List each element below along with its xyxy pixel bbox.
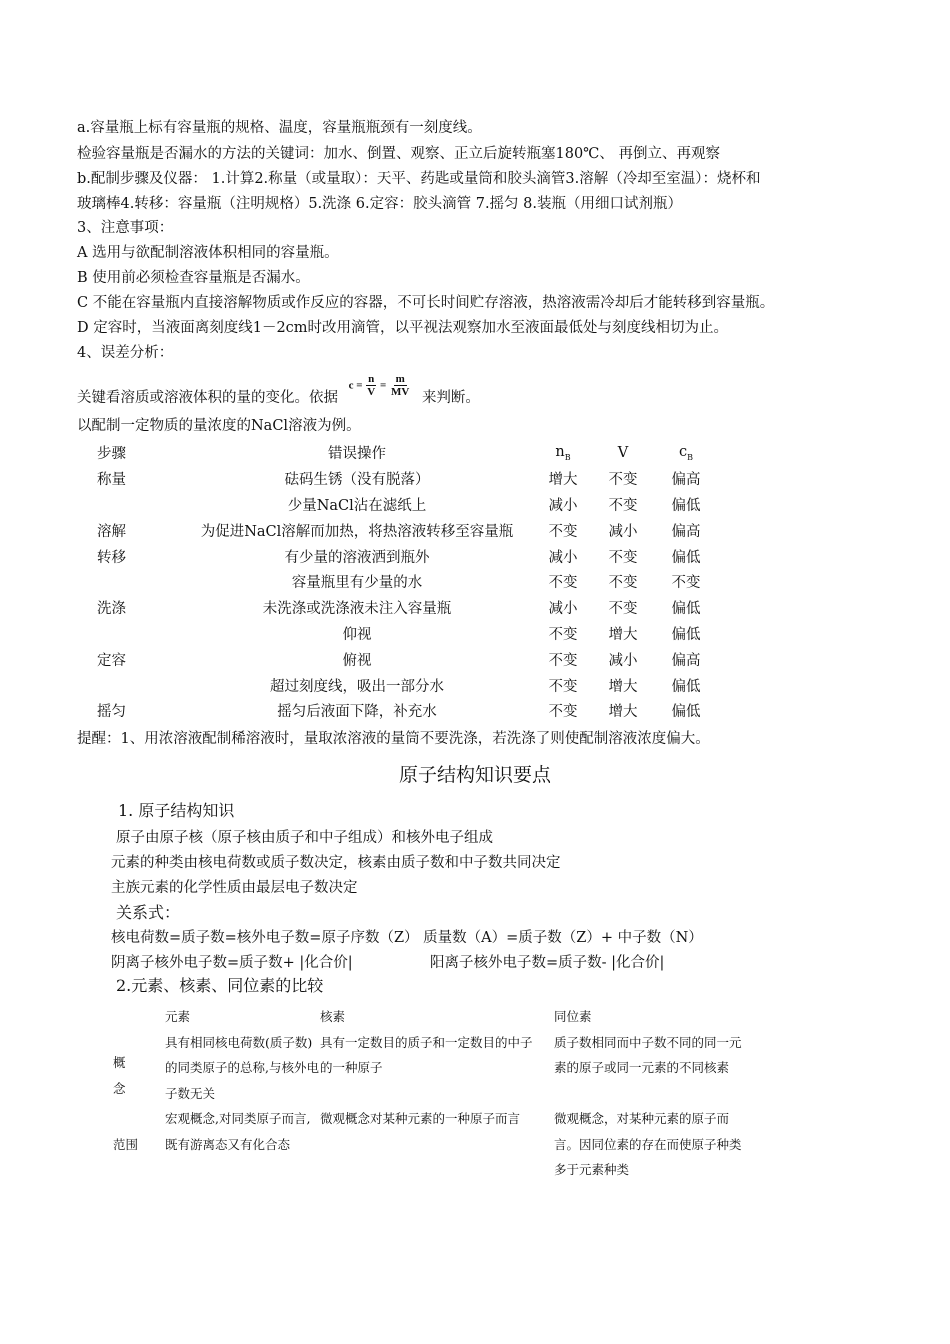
text-line: 以配制一定物质的量浓度的NaCl溶液为例。 bbox=[77, 418, 361, 434]
cell-operation: 为促进NaCl溶解而加热，将热溶液转移至容量瓶 bbox=[200, 523, 514, 540]
cell-isotope-scope: 微观概念，对某种元素的原子而言。因同位素的存在而使原子种类多于元素种类 bbox=[554, 1111, 742, 1177]
cell-c: 偏低 bbox=[671, 704, 701, 721]
cell-n: 增大 bbox=[548, 472, 578, 489]
cell-step: 洗涤 bbox=[97, 601, 126, 618]
row-label-scope: 范围 bbox=[113, 1136, 139, 1152]
text-line: C 不能在容量瓶内直接溶解物质或作反应的容器，不可长时间贮存溶液，热溶液需冷却后才能转移到容量瓶。 bbox=[77, 295, 775, 311]
cell-operation: 俯视 bbox=[342, 652, 372, 669]
formula-mv: MV bbox=[391, 386, 410, 398]
formula-m: m bbox=[395, 373, 405, 385]
cell-operation: 未洗涤或洗涤液未注入容量瓶 bbox=[262, 601, 452, 618]
text-line: a.容量瓶上标有容量瓶的规格、温度，容量瓶瓶颈有一刻度线。 bbox=[77, 120, 482, 136]
table-row bbox=[77, 672, 715, 698]
table-row bbox=[77, 569, 715, 595]
text-line: 原子由原子核（原子核由质子和中子组成）和核外电子组成 bbox=[116, 830, 493, 846]
cell-operation: 容量瓶里有少量的水 bbox=[291, 575, 423, 592]
table-row bbox=[113, 1106, 749, 1183]
cell-c: 偏低 bbox=[671, 497, 701, 514]
reminder-text: 提醒：1、用浓溶液配制稀溶液时，量取浓溶液的量筒不要洗涤，若洗涤了则使配制溶液浓度偏大。 bbox=[77, 731, 710, 747]
formula-v: V bbox=[367, 386, 376, 398]
cell-operation: 少量NaCl沾在滤纸上 bbox=[287, 497, 427, 514]
row-label-concept-2: 念 bbox=[113, 1080, 126, 1096]
cell-c: 偏高 bbox=[671, 652, 701, 669]
formula-eq: = bbox=[379, 379, 387, 392]
cell-n: 不变 bbox=[548, 652, 578, 669]
table-header-row bbox=[77, 440, 715, 466]
text-line: 主族元素的化学性质由最层电子数决定 bbox=[111, 880, 358, 896]
cell-step: 溶解 bbox=[97, 523, 126, 540]
header-n-sub: B bbox=[564, 452, 571, 462]
cell-step: 摇匀 bbox=[97, 704, 126, 721]
text-line: D 定容时，当液面离刻度线1－2cm时改用滴管，以平视法观察加水至液面最低处与刻度线相切为止。 bbox=[77, 320, 729, 336]
section-title: 原子结构知识要点 bbox=[398, 764, 551, 786]
fraction-m-over-mv bbox=[389, 374, 411, 398]
text-line: 4、误差分析： bbox=[77, 345, 174, 361]
text-line: 元素的种类由核电荷数或质子数决定，核素由质子数和中子数共同决定 bbox=[111, 855, 561, 871]
text-line: 核电荷数=质子数=核外电子数=原子序数（Z） 质量数（A）=质子数（Z）+ 中子数（N） bbox=[111, 930, 703, 946]
cell-n: 减小 bbox=[548, 601, 578, 618]
cell-step: 定容 bbox=[97, 652, 126, 669]
text-line: 玻璃棒4.转移：容量瓶（注明规格）5.洗涤 6.定容：胶头滴管 7.摇匀 8.装瓶（用细口试剂瓶） bbox=[77, 196, 682, 212]
table-row bbox=[77, 595, 715, 621]
formula-line-text: 关键看溶质或溶液体积的量的变化。依据 bbox=[77, 390, 338, 406]
cell-v: 减小 bbox=[608, 652, 638, 669]
cell-operation: 砝码生锈（没有脱落） bbox=[284, 472, 430, 489]
error-analysis-table bbox=[77, 440, 715, 724]
cell-step bbox=[77, 621, 177, 647]
header-c-symbol: c bbox=[678, 443, 688, 460]
text-line: 关系式： bbox=[116, 903, 181, 922]
formula-n: n bbox=[368, 373, 375, 385]
cell-operation: 有少量的溶液洒到瓶外 bbox=[284, 549, 430, 566]
cell-v: 减小 bbox=[608, 523, 638, 540]
cell-v: 增大 bbox=[608, 626, 638, 643]
header-element: 元素 bbox=[165, 1009, 191, 1024]
text-line: 阴离子核外电子数=质子数+ |化合价| bbox=[111, 955, 353, 971]
table-header-row bbox=[113, 1004, 749, 1030]
cell-v: 不变 bbox=[608, 575, 638, 592]
text-line: B 使用前必须检查容量瓶是否漏水。 bbox=[77, 270, 310, 286]
cell-n: 不变 bbox=[548, 523, 578, 540]
cell-c: 偏低 bbox=[671, 601, 701, 618]
header-v: V bbox=[617, 444, 629, 461]
cell-c: 不变 bbox=[671, 575, 701, 592]
table-row bbox=[77, 492, 715, 518]
cell-n: 不变 bbox=[548, 626, 578, 643]
header-n bbox=[537, 440, 589, 466]
table-row bbox=[77, 517, 715, 543]
header-nuclide: 核素 bbox=[320, 1009, 346, 1024]
header-blank bbox=[113, 1004, 165, 1030]
cell-element-scope: 宏观概念,对同类原子而言,既有游离态又有化合态 bbox=[165, 1111, 311, 1152]
cell-c: 偏低 bbox=[671, 549, 701, 566]
cell-n: 不变 bbox=[548, 704, 578, 721]
cell-v: 增大 bbox=[608, 704, 638, 721]
cell-c: 偏高 bbox=[671, 472, 701, 489]
fraction-n-over-v bbox=[365, 374, 377, 398]
header-operation: 错误操作 bbox=[328, 446, 386, 463]
text-line: 3、注意事项： bbox=[77, 220, 174, 236]
cell-n: 不变 bbox=[548, 575, 578, 592]
text-line: b.配制步骤及仪器： 1.计算2.称量（或量取）：天平、药匙或量筒和胶头滴管3.溶解（冷却至室温）：烧杯和 bbox=[77, 171, 761, 187]
header-c-sub: B bbox=[687, 452, 693, 462]
formula-c: c = bbox=[348, 379, 363, 392]
row-label-concept bbox=[113, 1030, 165, 1107]
table-row bbox=[77, 621, 715, 647]
table-row bbox=[77, 698, 715, 724]
subsection-heading: 1. 原子结构知识 bbox=[118, 801, 235, 820]
cell-n: 不变 bbox=[548, 678, 578, 695]
cell-step bbox=[77, 672, 177, 698]
header-step: 步骤 bbox=[97, 446, 126, 463]
cell-isotope-concept: 质子数相同而中子数不同的同一元素的原子或同一元素的不同核素 bbox=[554, 1034, 742, 1075]
table-row bbox=[77, 543, 715, 569]
cell-step: 转移 bbox=[97, 549, 126, 566]
cell-step bbox=[77, 569, 177, 595]
cell-operation: 仰视 bbox=[342, 626, 372, 643]
cell-nuclide-concept: 具有一定数目的质子和一定数目的中子的一种原子 bbox=[320, 1034, 533, 1075]
header-isotope: 同位素 bbox=[554, 1009, 592, 1024]
table-row bbox=[113, 1030, 749, 1107]
cell-c: 偏高 bbox=[671, 523, 701, 540]
header-n-symbol: n bbox=[555, 443, 565, 460]
cell-v: 不变 bbox=[608, 472, 638, 489]
cell-v: 不变 bbox=[608, 601, 638, 618]
formula-line bbox=[77, 373, 480, 410]
cell-operation: 超过刻度线，吸出一部分水 bbox=[270, 678, 444, 695]
cell-step bbox=[77, 492, 177, 518]
formula-line-end: 来判断。 bbox=[421, 390, 480, 406]
header-c bbox=[657, 440, 715, 466]
text-line: 检验容量瓶是否漏水的方法的关键词：加水、倒置、观察、正立后旋转瓶塞180℃、 再倒立、再观察 bbox=[77, 146, 721, 162]
cell-v: 不变 bbox=[608, 549, 638, 566]
table-row bbox=[77, 466, 715, 492]
table-row bbox=[77, 646, 715, 672]
cell-nuclide-scope: 微观概念对某种元素的一种原子而言 bbox=[320, 1111, 521, 1126]
cell-element-concept: 具有相同核电荷数(质子数)的同类原子的总称,与核外电子数无关 bbox=[165, 1034, 319, 1101]
cell-operation: 摇匀后液面下降，补充水 bbox=[277, 704, 437, 721]
comparison-table bbox=[113, 1004, 749, 1183]
cell-step: 称量 bbox=[97, 472, 126, 489]
row-label-concept-1: 概 bbox=[113, 1055, 126, 1071]
text-line: 阳离子核外电子数=质子数- |化合价| bbox=[430, 955, 665, 971]
subsection-heading: 2.元素、核素、同位素的比较 bbox=[116, 976, 324, 995]
cell-v: 增大 bbox=[608, 678, 638, 695]
cell-c: 偏低 bbox=[671, 678, 701, 695]
concentration-formula bbox=[349, 374, 412, 398]
cell-n: 减小 bbox=[548, 549, 578, 566]
cell-n: 减小 bbox=[548, 497, 578, 514]
text-line: A 选用与欲配制溶液体积相同的容量瓶。 bbox=[77, 245, 339, 261]
cell-c: 偏低 bbox=[671, 626, 701, 643]
cell-v: 不变 bbox=[608, 497, 638, 514]
